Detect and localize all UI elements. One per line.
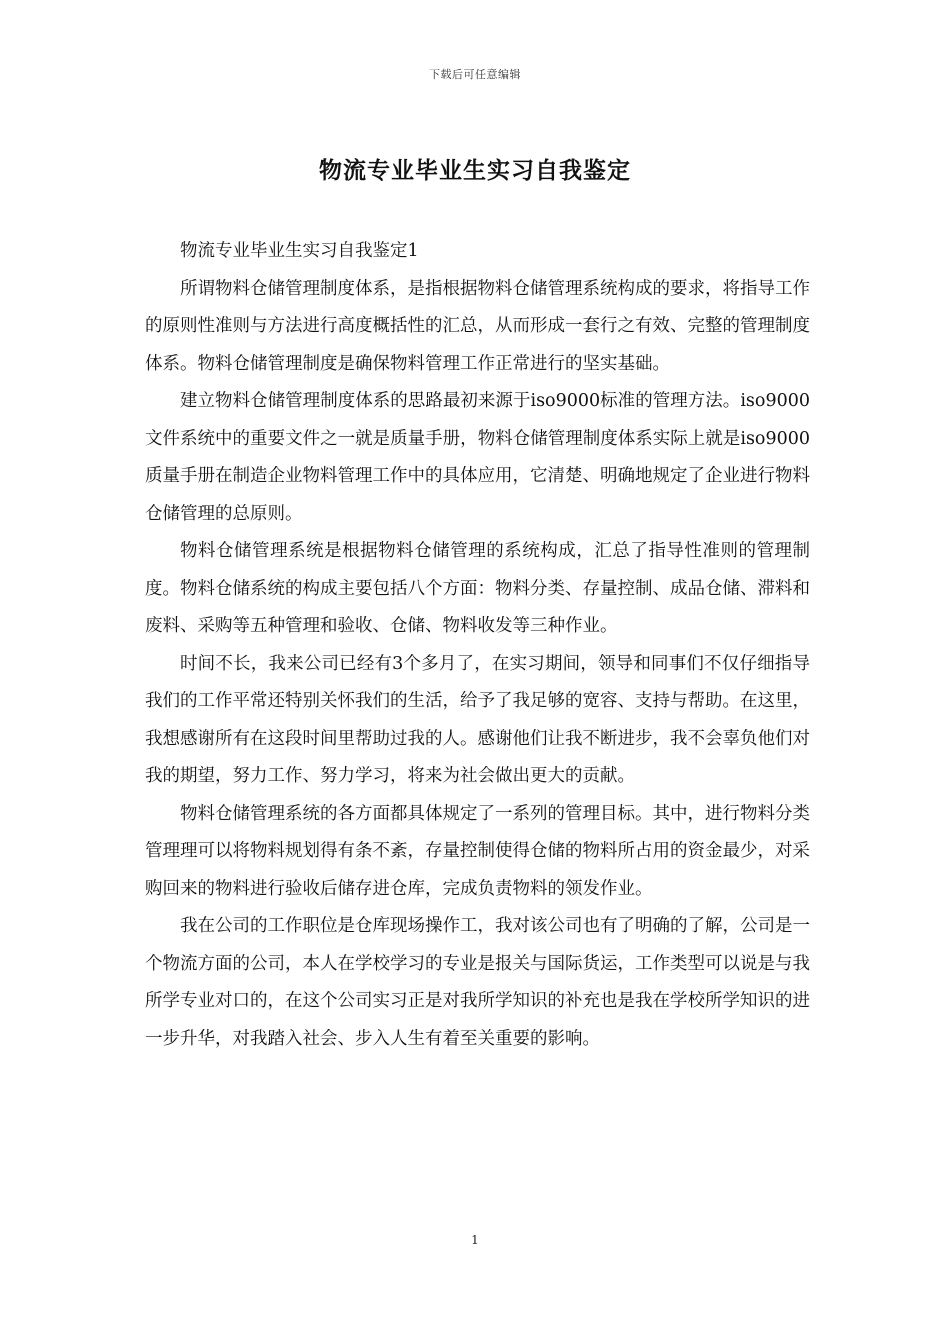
paragraph: 建立物料仓储管理制度体系的思路最初来源于iso9000标准的管理方法。iso9000文件系统中的重要文件之一就是质量手册，物料仓储管理制度体系实际上就是iso9000质量手册在制造企业物料管理工作中的具体应用，它清楚、明确地规定了企业进行物料仓储管理的总原则。	[145, 391, 810, 524]
paragraph: 时间不长，我来公司已经有3个多月了，在实习期间，领导和同事们不仅仔细指导我们的工作平常还特别关怀我们的生活，给予了我足够的宽容、支持与帮助。在这里，我想感谢所有在这段时间里帮助过我的人。感谢他们让我不断进步，我不会辜负他们对我的期望，努力工作、努力学习，将来为社会做出更大的贡献。	[145, 653, 810, 786]
document-title: 物流专业毕业生实习自我鉴定	[319, 157, 631, 184]
paragraph: 所谓物料仓储管理制度体系，是指根据物料仓储管理系统构成的要求，将指导工作的原则性准则与方法进行高度概括性的汇总，从而形成一套行之有效、完整的管理制度体系。物料仓储管理制度是确保物料管理工作正常进行的坚实基础。	[145, 278, 810, 374]
page-number: 1	[471, 1233, 479, 1247]
section-heading: 物流专业毕业生实习自我鉴定1	[180, 241, 419, 261]
paragraph: 物料仓储管理系统的各方面都具体规定了一系列的管理目标。其中，进行物料分类管理理可以将物料规划得有条不紊，存量控制使得仓储的物料所占用的资金最少，对采购回来的物料进行验收后储存进仓库，完成负责物料的领发作业。	[145, 803, 810, 899]
header-note: 下载后可任意编辑	[429, 68, 521, 81]
document-body	[145, 233, 810, 1058]
paragraph: 我在公司的工作职位是仓库现场操作工，我对该公司也有了明确的了解，公司是一个物流方面的公司，本人在学校学习的专业是报关与国际货运，工作类型可以说是与我所学专业对口的，在这个公司实习正是对我所学知识的补充也是我在学校所学知识的进一步升华，对我踏入社会、步入人生有着至关重要的影响。	[145, 916, 810, 1049]
paragraph: 物料仓储管理系统是根据物料仓储管理的系统构成，汇总了指导性准则的管理制度。物料仓储系统的构成主要包括八个方面：物料分类、存量控制、成品仓储、滞料和废料、采购等五种管理和验收、仓储、物料收发等三种作业。	[145, 541, 810, 636]
